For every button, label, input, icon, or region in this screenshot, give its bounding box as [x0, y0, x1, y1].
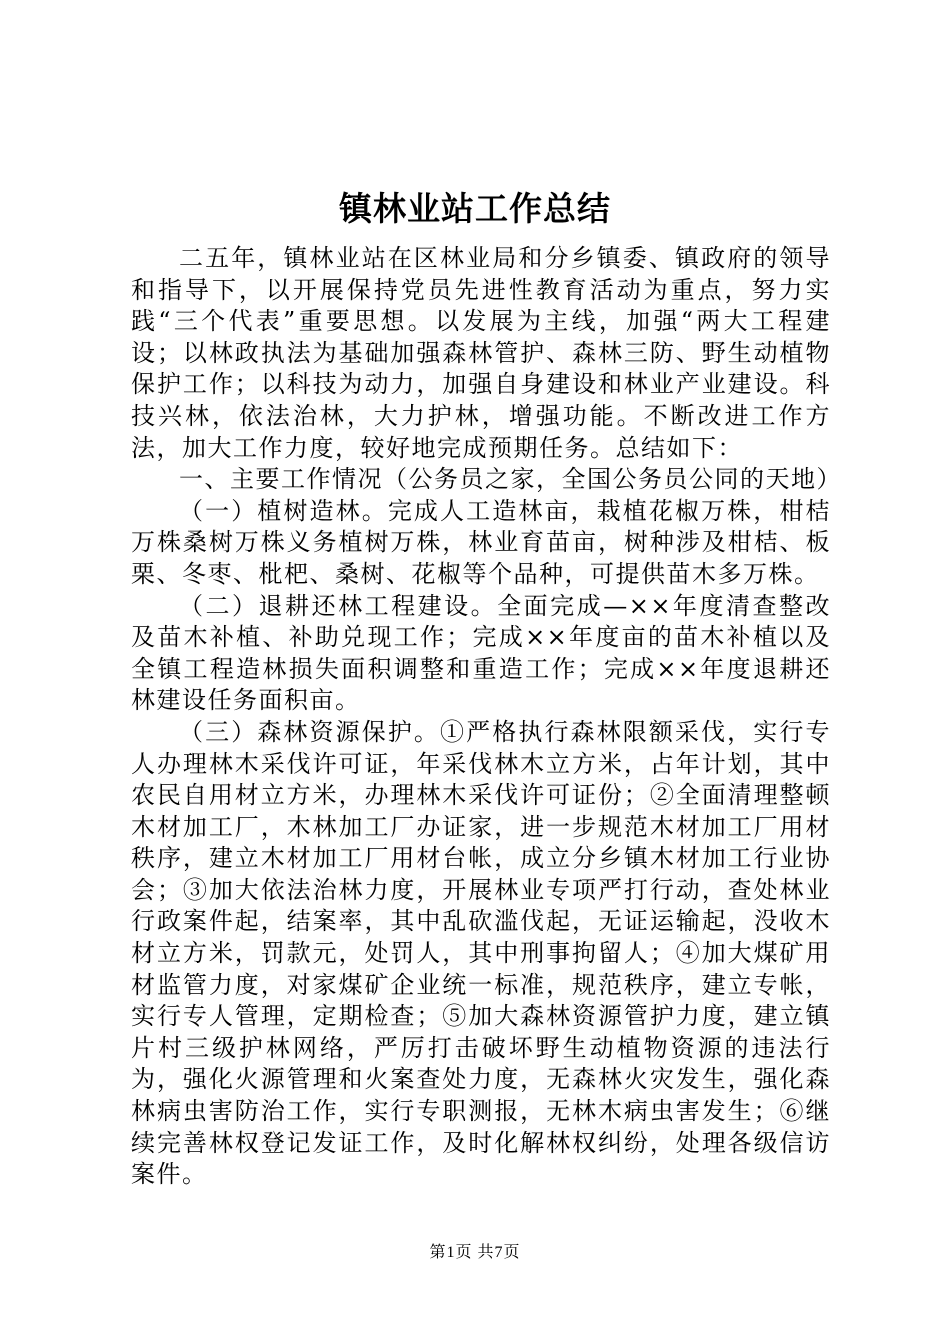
paragraph-intro: 二五年，镇林业站在区林业局和分乡镇委、镇政府的领导和指导下，以开展保持党员先进性教育活动为重点，努力实践“三个代表”重要思想。以发展为主线，加强“两大工程建设；以林政执法为基础加强森林管护、森林三防、野生动植物保护工作；以科技为动力，加强自身建设和林业产业建设。科技兴林，依法治林，大力护林，增强功能。不断改进工作方法，加大工作力度，较好地完成预期任务。总结如下：	[131, 244, 831, 462]
paragraph-item-2: （二）退耕还林工程建设。全面完成—××年度清查整改及苗木补植、补助兑现工作；完成××年度亩的苗木补植以及全镇工程造林损失面积调整和重造工作；完成××年度退耕还林建设任务面积亩。	[131, 591, 831, 715]
paragraph-section-heading: 一、主要工作情况（公务员之家，全国公务员公同的天地）	[179, 465, 842, 494]
document-title: 镇林业站工作总结	[339, 189, 611, 228]
document-body	[131, 243, 842, 1191]
page-number-footer: 第1页 共7页	[429, 1244, 521, 1261]
paragraph-item-1: （一）植树造林。完成人工造林亩，栽植花椒万株，柑桔万株桑树万株义务植树万株，林业育苗亩，树种涉及柑桔、板栗、冬枣、枇杷、桑树、花椒等个品种，可提供苗木多万株。	[131, 496, 831, 588]
paragraph-item-3: （三）森林资源保护。①严格执行森林限额采伐，实行专人办理林木采伐许可证，年采伐林木立方米，占年计划，其中农民自用材立方米，办理林木采伐许可证份；②全面清理整顿木材加工厂，木林加工厂办证家，进一步规范木材加工厂用材秩序，建立木材加工厂用材台帐，成立分乡镇木材加工行业协会；③加大依法治林力度，开展林业专项严打行动，查处林业行政案件起，结案率，其中乱砍滥伐起，无证运输起，没收木材立方米，罚款元，处罚人，其中刑事拘留人；④加大煤矿用材监管力度，对家煤矿企业统一标准，规范秩序，建立专帐，实行专人管理，定期检查；⑤加大森林资源管护力度，建立镇片村三级护林网络，严厉打击破坏野生动植物资源的违法行为，强化火源管理和火案查处力度，无森林火灾发生，强化森林病虫害防治工作，实行专职测报，无林木病虫害发生；⑥继续完善林权登记发证工作，及时化解林权纠纷，处理各级信访案件。	[131, 717, 831, 1189]
